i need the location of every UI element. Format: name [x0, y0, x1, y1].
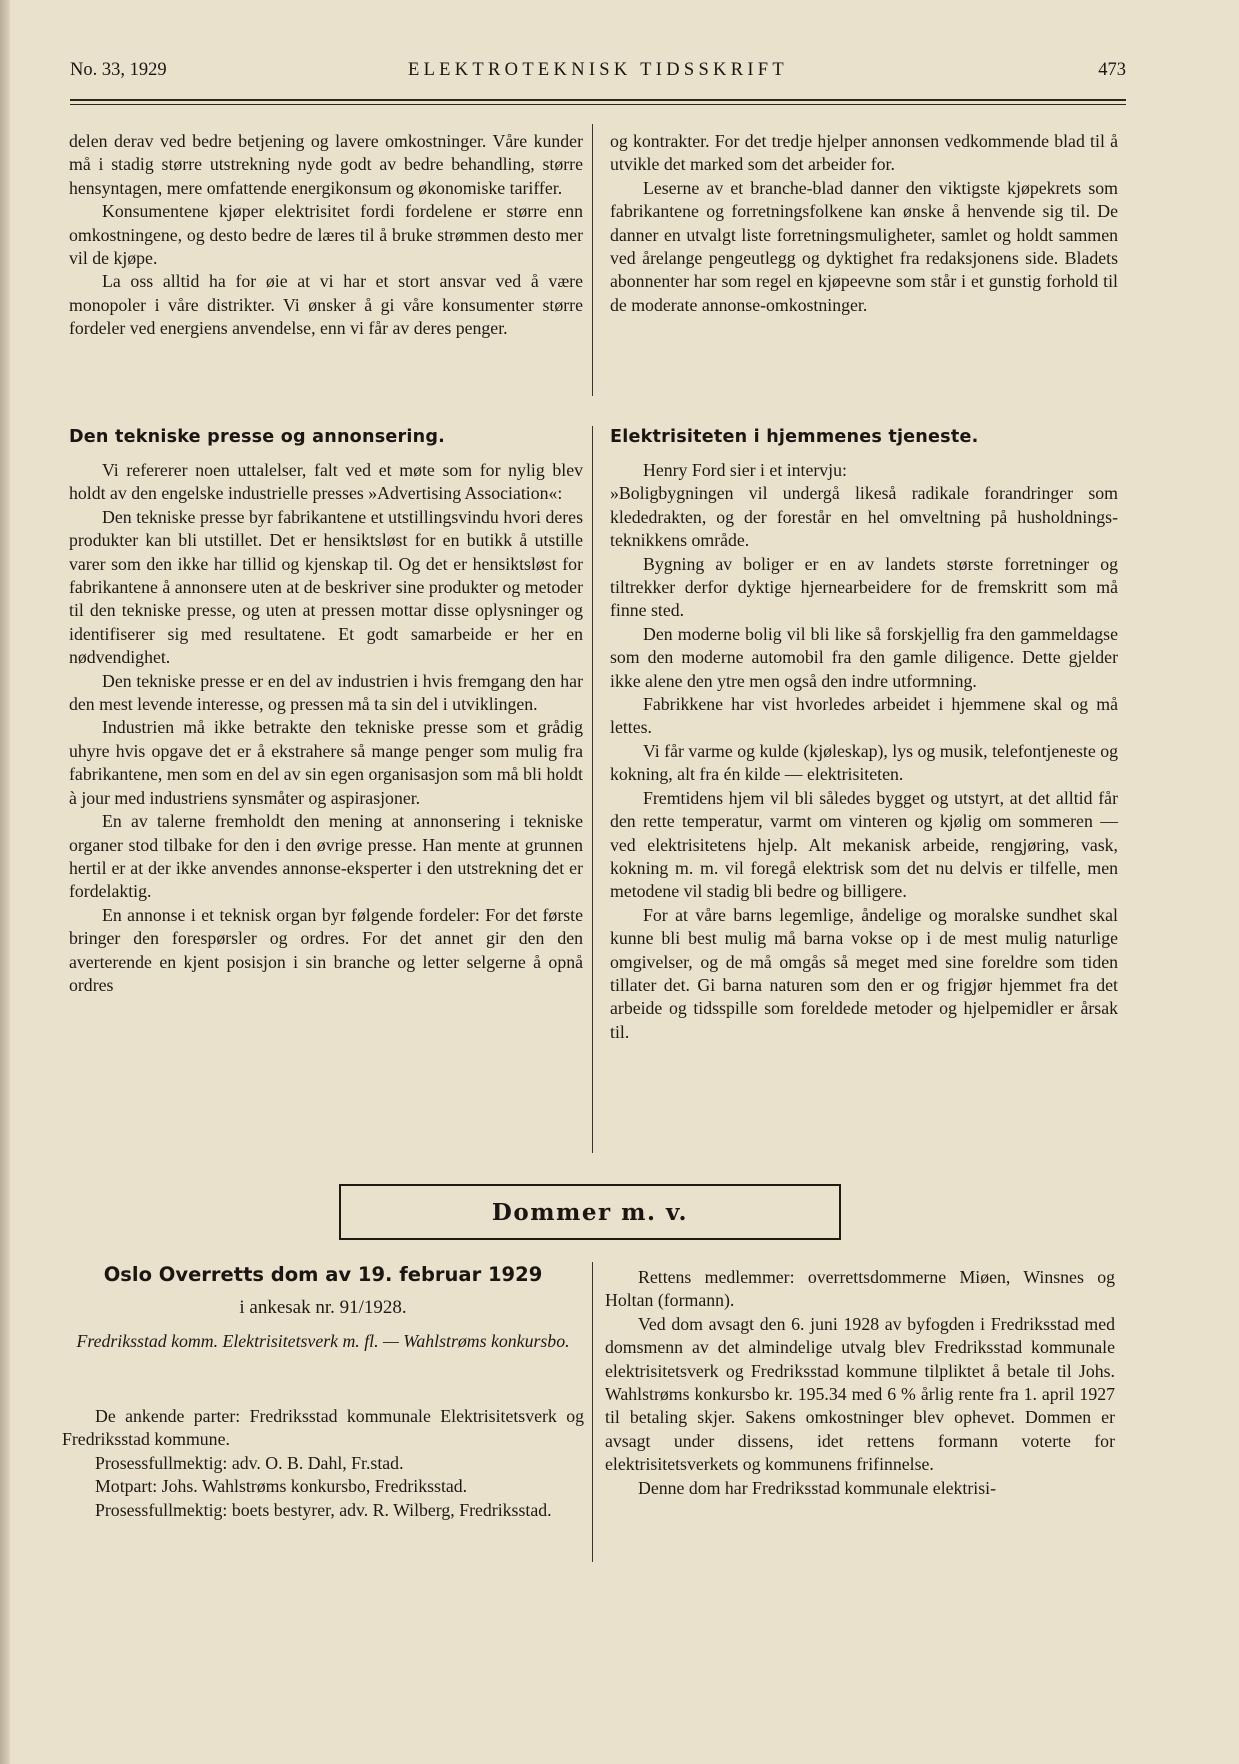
paragraph: Ved dom avsagt den 6. juni 1928 av byfogden i Fredriksstad med domsmenn av det almindelige utvalg blev Fredriksstad kommunale elektrisitetsverk og Fredriksstad kommune tilpliktet å betale til Johs. Wahlstrøms konkursbo kr. 195.34 med 6 % årlig rente fra 1. april 1927 til betaling skjer. Sakens omkostninger blev ophevet. Dommen er avsagt under dissens, idet rettens formann voterte for elektrisitetsverkets og kommunens frifinnelse. [605, 1313, 1115, 1475]
case-header [62, 1296, 584, 1354]
paragraph: Prosessfullmektig: boets bestyrer, adv. R. Wilberg, Fredriksstad. [95, 1499, 552, 1520]
column-divider-top [592, 124, 593, 396]
paragraph: Fabrikkene har vist hvorledes arbeidet i hjemmene skal og må lettes. [610, 694, 1118, 738]
issue-number: No. 33, 1929 [70, 60, 167, 80]
paragraph: delen derav ved bedre betjening og lavere omkostninger. Våre kunder må i stadig større utstrekning nyde godt av bedre behandling, større hensyntagen, mere omfattende energikonsum og økonomiske tariffer. [69, 131, 583, 198]
case-parties: Fredriksstad komm. Elektrisitetsverk m. fl. — Wahlstrøms konkursbo. [76, 1331, 570, 1352]
paragraph: Industrien må ikke betrakte den tekniske presse som et grådig uhyre hvis opgave det er å ekstrahere så mange penger som mulig fra fabrikantene, men som en del av sin egen organisasjon som må bli holdt à jour med industriens synsmåter og aspirasjoner. [69, 717, 583, 808]
paragraph: De ankende parter: Fredriksstad kommunale Elektrisitetsverk og Fredriksstad kommune. [62, 1406, 584, 1450]
paragraph: En annonse i et teknisk organ byr følgende fordeler: For det første bringer den forespørsler og ordres. For det annet gir den den averterende en kjent posisjon i sin branche og letter selgerne å opnå ordres [69, 904, 583, 995]
paragraph: Den moderne bolig vil bli like så forskjellig fra den gammeldagse som den moderne automobil fra den gamle diligence. Dette gjelder ikke alene den ytre men også den indre utformning. [610, 623, 1118, 691]
paragraph: Fremtidens hjem vil bli således bygget og utstyrt, at det alltid får den rette temperatur, varmt om vinteren og kjølig om sommeren — ved elektrisitetens hjelp. Alt mekanisk arbeide, rengjøring, vask, kokning m. m. vil foregå elektrisk som det nu delvis er tilfelle, men metodene vil stadig bli bedre og billigere. [610, 787, 1118, 902]
dommer-section-box [339, 1184, 841, 1240]
paragraph: Motpart: Johs. Wahlstrøms konkursbo, Fredriksstad. [95, 1476, 468, 1497]
paragraph: Leserne av et branche-blad danner den viktigste kjøpekrets som fabrikantene og forretningsfolkene kan ønske å henvende sig til. De danner en utvalgt liste forretningsmuligheter, samlet og holdt sammen ved årelange pengeutlegg og dyktighet fra redaksjonens side. Bladets abonnenter har som regel en kjøpeevne som står i et gunstig forhold til de moderate annonse-omkostninger. [610, 177, 1118, 315]
paragraph: En av talerne fremholdt den mening at annonsering i tekniske organer stod tilbake for den i den øvrige presse. Han mente at grunnen hertil er at der ikke anvendes annonse-eksperter i den utstrekning det er fordelaktig. [69, 811, 583, 902]
paragraph: »Boligbygningen vil undergå likeså radikale forandringer som klededrakten, og der forestår en hel omveltning på husholdnings-teknikkens område. [610, 483, 1118, 551]
journal-title: ELEKTROTEKNISK TIDSSKRIFT [407, 60, 789, 80]
paragraph: La oss alltid ha for øie at vi har et stort ansvar ved å være monopoler i våre distrikter. Vi ønsker å gi våre konsumenter større fordeler ved energiens anvendelse, enn vi får av deres penger. [69, 271, 583, 339]
header-rule-thin [70, 104, 1126, 105]
paragraph: Vi får varme og kulde (kjøleskap), lys og musik, telefontjeneste og kokning, alt fra én kilde — elektrisiteten. [610, 740, 1118, 785]
paragraph: Bygning av boliger er en av landets største forretninger og tiltrekker derfor dyktige hjernearbeidere for de fremskritt som må finne sted. [610, 553, 1118, 621]
running-header [70, 60, 1126, 84]
column-divider-middle [592, 426, 593, 1153]
paragraph: Prosessfullmektig: adv. O. B. Dahl, Fr.stad. [95, 1452, 404, 1473]
case-title: Oslo Overretts dom av 19. februar 1929 [103, 1263, 543, 1286]
dommer-section-title: Dommer m. v. [491, 1198, 689, 1226]
page-number: 473 [1098, 60, 1126, 80]
article-continuation-left [69, 130, 583, 341]
paragraph: For at våre barns legemlige, åndelige og moralske sundhet skal kunne bli best mulig må barna vokse op i de mest mulig naturlige omgivelser, og de må omgås så meget med sine foreldre som tiden tillater det. Gi barna naturen som den er og frigjør hjemmet fra det arbeide og tidsspille som foreldede metoder og hjelpemidler er årsak til. [610, 904, 1118, 1042]
column-divider-bottom [592, 1262, 593, 1562]
page-edge [0, 0, 10, 1764]
paragraph: Konsumentene kjøper elektrisitet fordi fordelene er større enn omkostningene, og desto bedre de læres til å bruke strømmen desto mer vil de kjøpe. [69, 201, 583, 269]
article-continuation-right [610, 130, 1118, 317]
header-rule [70, 99, 1126, 101]
case-body [605, 1266, 1115, 1500]
case-number: i ankesak nr. 91/1928. [239, 1297, 407, 1318]
section-body-presse [69, 459, 583, 997]
paragraph: Den tekniske presse byr fabrikantene et utstillingsvindu hvori deres produkter kan bli utstillet. Det er hensiktsløst for en butikk å utstille varer som den ikke har tillid og kjenskap til. Og det er hensiktsløst for fabrikantene å annonsere uten at de beskriver sine produkter og metoder til den tekniske presse, og uten at pressen mottar disse oplysninger og identifiserer sig med resultatene. Et godt samarbeide er her en nødvendighet. [69, 506, 583, 668]
section-heading-hjem: Elektrisiteten i hjemmenes tjeneste. [610, 427, 979, 447]
paragraph: Denne dom har Fredriksstad kommunale elektrisi- [638, 1477, 997, 1498]
section-heading-presse: Den tekniske presse og annonsering. [69, 427, 446, 447]
paragraph: Den tekniske presse er en del av industrien i hvis fremgang den har den mest levende interesse, og pressen må ta sin del i utviklingen. [69, 670, 583, 715]
paragraph: Rettens medlemmer: overrettsdommerne Miøen, Winsnes og Holtan (formann). [605, 1267, 1115, 1311]
section-body-hjem [610, 459, 1118, 1044]
paragraph: Vi refererer noen uttalelser, falt ved et møte som for nylig blev holdt av den engelske industrielle presses »Advertising Association«: [69, 460, 583, 504]
paragraph: Henry Ford sier i et intervju: [643, 460, 847, 480]
paragraph: og kontrakter. For det tredje hjelper annonsen vedkommende blad til å utvikle det marked som det arbeider for. [610, 131, 1118, 175]
case-parties-list [62, 1405, 584, 1522]
